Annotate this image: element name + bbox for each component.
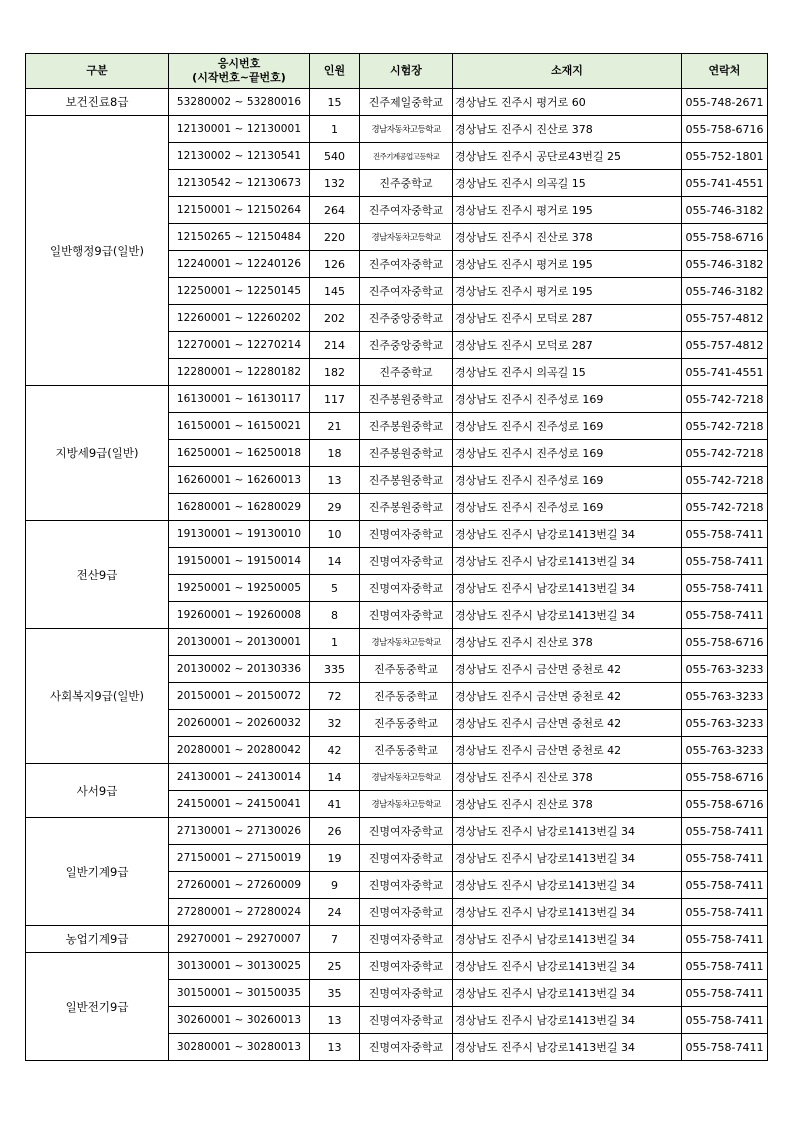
count-cell: 126 (310, 251, 360, 278)
address-cell: 경상남도 진주시 남강로1413번길 34 (453, 818, 682, 845)
count-cell: 5 (310, 575, 360, 602)
venue-cell: 경남자동차고등학교 (360, 629, 453, 656)
header-category: 구분 (26, 54, 169, 89)
count-cell: 335 (310, 656, 360, 683)
exam-number-range-cell: 24150001 ~ 24150041 (169, 791, 310, 818)
exam-number-range-cell: 16130001 ~ 16130117 (169, 386, 310, 413)
count-cell: 15 (310, 89, 360, 116)
exam-number-range-cell: 20150001 ~ 20150072 (169, 683, 310, 710)
venue-cell: 진주제일중학교 (360, 89, 453, 116)
address-cell: 경상남도 진주시 남강로1413번길 34 (453, 521, 682, 548)
contact-cell: 055-741-4551 (682, 359, 768, 386)
venue-cell: 진주봉원중학교 (360, 413, 453, 440)
count-cell: 1 (310, 116, 360, 143)
contact-cell: 055-758-6716 (682, 791, 768, 818)
contact-cell: 055-758-7411 (682, 899, 768, 926)
header-exam-number-line2: (시작번호~끝번호) (192, 71, 286, 84)
venue-cell: 진명여자중학교 (360, 926, 453, 953)
venue-cell: 진주중앙중학교 (360, 332, 453, 359)
address-cell: 경상남도 진주시 남강로1413번길 34 (453, 899, 682, 926)
venue-cell: 진주기계공업고등학교 (360, 143, 453, 170)
contact-cell: 055-758-7411 (682, 845, 768, 872)
venue-cell: 진명여자중학교 (360, 953, 453, 980)
exam-venue-table (25, 53, 768, 1061)
venue-cell: 진명여자중학교 (360, 575, 453, 602)
contact-cell: 055-757-4812 (682, 332, 768, 359)
venue-cell: 진명여자중학교 (360, 845, 453, 872)
count-cell: 264 (310, 197, 360, 224)
venue-cell: 진명여자중학교 (360, 872, 453, 899)
exam-number-range-cell: 19130001 ~ 19130010 (169, 521, 310, 548)
venue-cell: 진주중앙중학교 (360, 305, 453, 332)
table-row (26, 116, 768, 143)
address-cell: 경상남도 진주시 의곡길 15 (453, 170, 682, 197)
contact-cell: 055-742-7218 (682, 467, 768, 494)
venue-cell: 진명여자중학교 (360, 1034, 453, 1061)
address-cell: 경상남도 진주시 진주성로 169 (453, 440, 682, 467)
category-cell: 전산9급 (26, 521, 169, 629)
exam-number-range-cell: 27130001 ~ 27130026 (169, 818, 310, 845)
exam-number-range-cell: 16260001 ~ 16260013 (169, 467, 310, 494)
address-cell: 경상남도 진주시 진주성로 169 (453, 467, 682, 494)
exam-number-range-cell: 12270001 ~ 12270214 (169, 332, 310, 359)
address-cell: 경상남도 진주시 남강로1413번길 34 (453, 953, 682, 980)
count-cell: 26 (310, 818, 360, 845)
exam-number-range-cell: 19260001 ~ 19260008 (169, 602, 310, 629)
count-cell: 19 (310, 845, 360, 872)
count-cell: 13 (310, 1007, 360, 1034)
category-cell: 일반전기9급 (26, 953, 169, 1061)
venue-cell: 진명여자중학교 (360, 818, 453, 845)
count-cell: 72 (310, 683, 360, 710)
venue-cell: 경남자동차고등학교 (360, 764, 453, 791)
address-cell: 경상남도 진주시 진주성로 169 (453, 494, 682, 521)
exam-number-range-cell: 16250001 ~ 16250018 (169, 440, 310, 467)
address-cell: 경상남도 진주시 진주성로 169 (453, 386, 682, 413)
count-cell: 132 (310, 170, 360, 197)
venue-cell: 경남자동차고등학교 (360, 224, 453, 251)
table-body (26, 89, 768, 1061)
address-cell: 경상남도 진주시 진산로 378 (453, 764, 682, 791)
exam-number-range-cell: 30150001 ~ 30150035 (169, 980, 310, 1007)
venue-cell: 진주중학교 (360, 170, 453, 197)
count-cell: 220 (310, 224, 360, 251)
contact-cell: 055-758-6716 (682, 764, 768, 791)
contact-cell: 055-763-3233 (682, 683, 768, 710)
count-cell: 214 (310, 332, 360, 359)
exam-number-range-cell: 29270001 ~ 29270007 (169, 926, 310, 953)
venue-cell: 경남자동차고등학교 (360, 116, 453, 143)
address-cell: 경상남도 진주시 진산로 378 (453, 116, 682, 143)
venue-cell: 진주중학교 (360, 359, 453, 386)
count-cell: 32 (310, 710, 360, 737)
contact-cell: 055-758-7411 (682, 1007, 768, 1034)
venue-cell: 경남자동차고등학교 (360, 791, 453, 818)
count-cell: 202 (310, 305, 360, 332)
table-row (26, 521, 768, 548)
address-cell: 경상남도 진주시 공단로43번길 25 (453, 143, 682, 170)
address-cell: 경상남도 진주시 평거로 195 (453, 278, 682, 305)
address-cell: 경상남도 진주시 남강로1413번길 34 (453, 926, 682, 953)
exam-number-range-cell: 12250001 ~ 12250145 (169, 278, 310, 305)
exam-number-range-cell: 27260001 ~ 27260009 (169, 872, 310, 899)
table-header-row (26, 54, 768, 89)
count-cell: 540 (310, 143, 360, 170)
exam-number-range-cell: 12130002 ~ 12130541 (169, 143, 310, 170)
contact-cell: 055-758-7411 (682, 818, 768, 845)
count-cell: 35 (310, 980, 360, 1007)
table-row (26, 764, 768, 791)
venue-cell: 진주봉원중학교 (360, 467, 453, 494)
address-cell: 경상남도 진주시 남강로1413번길 34 (453, 602, 682, 629)
address-cell: 경상남도 진주시 남강로1413번길 34 (453, 1034, 682, 1061)
contact-cell: 055-758-7411 (682, 521, 768, 548)
category-cell: 일반행정9급(일반) (26, 116, 169, 386)
count-cell: 145 (310, 278, 360, 305)
exam-number-range-cell: 30130001 ~ 30130025 (169, 953, 310, 980)
category-cell: 일반기계9급 (26, 818, 169, 926)
contact-cell: 055-742-7218 (682, 413, 768, 440)
exam-number-range-cell: 30260001 ~ 30260013 (169, 1007, 310, 1034)
contact-cell: 055-758-7411 (682, 980, 768, 1007)
address-cell: 경상남도 진주시 남강로1413번길 34 (453, 872, 682, 899)
venue-cell: 진명여자중학교 (360, 980, 453, 1007)
count-cell: 13 (310, 1034, 360, 1061)
count-cell: 18 (310, 440, 360, 467)
venue-cell: 진주동중학교 (360, 656, 453, 683)
contact-cell: 055-758-6716 (682, 224, 768, 251)
table-row (26, 926, 768, 953)
address-cell: 경상남도 진주시 평거로 195 (453, 197, 682, 224)
exam-number-range-cell: 12260001 ~ 12260202 (169, 305, 310, 332)
address-cell: 경상남도 진주시 진산로 378 (453, 224, 682, 251)
count-cell: 10 (310, 521, 360, 548)
table-row (26, 953, 768, 980)
count-cell: 24 (310, 899, 360, 926)
count-cell: 25 (310, 953, 360, 980)
address-cell: 경상남도 진주시 금산면 중천로 42 (453, 656, 682, 683)
venue-cell: 진명여자중학교 (360, 521, 453, 548)
count-cell: 182 (310, 359, 360, 386)
address-cell: 경상남도 진주시 진산로 378 (453, 629, 682, 656)
header-contact: 연락처 (682, 54, 768, 89)
count-cell: 14 (310, 764, 360, 791)
address-cell: 경상남도 진주시 금산면 중천로 42 (453, 737, 682, 764)
contact-cell: 055-746-3182 (682, 278, 768, 305)
contact-cell: 055-758-7411 (682, 602, 768, 629)
contact-cell: 055-758-7411 (682, 953, 768, 980)
table-row (26, 818, 768, 845)
exam-number-range-cell: 27280001 ~ 27280024 (169, 899, 310, 926)
address-cell: 경상남도 진주시 진주성로 169 (453, 413, 682, 440)
address-cell: 경상남도 진주시 모덕로 287 (453, 305, 682, 332)
venue-cell: 진명여자중학교 (360, 548, 453, 575)
address-cell: 경상남도 진주시 금산면 중천로 42 (453, 683, 682, 710)
address-cell: 경상남도 진주시 모덕로 287 (453, 332, 682, 359)
address-cell: 경상남도 진주시 진산로 378 (453, 791, 682, 818)
count-cell: 41 (310, 791, 360, 818)
contact-cell: 055-758-7411 (682, 1034, 768, 1061)
venue-cell: 진주여자중학교 (360, 251, 453, 278)
venue-cell: 진주동중학교 (360, 710, 453, 737)
venue-cell: 진명여자중학교 (360, 899, 453, 926)
exam-number-range-cell: 12280001 ~ 12280182 (169, 359, 310, 386)
contact-cell: 055-758-7411 (682, 872, 768, 899)
exam-number-range-cell: 12150001 ~ 12150264 (169, 197, 310, 224)
exam-number-range-cell: 12240001 ~ 12240126 (169, 251, 310, 278)
venue-cell: 진명여자중학교 (360, 1007, 453, 1034)
exam-number-range-cell: 19250001 ~ 19250005 (169, 575, 310, 602)
contact-cell: 055-746-3182 (682, 197, 768, 224)
contact-cell: 055-763-3233 (682, 710, 768, 737)
exam-number-range-cell: 12130542 ~ 12130673 (169, 170, 310, 197)
table-row (26, 89, 768, 116)
table-row (26, 386, 768, 413)
venue-cell: 진주봉원중학교 (360, 494, 453, 521)
venue-cell: 진주동중학교 (360, 737, 453, 764)
contact-cell: 055-758-6716 (682, 629, 768, 656)
exam-number-range-cell: 19150001 ~ 19150014 (169, 548, 310, 575)
address-cell: 경상남도 진주시 평거로 195 (453, 251, 682, 278)
contact-cell: 055-748-2671 (682, 89, 768, 116)
contact-cell: 055-742-7218 (682, 494, 768, 521)
contact-cell: 055-758-7411 (682, 926, 768, 953)
venue-cell: 진주봉원중학교 (360, 386, 453, 413)
address-cell: 경상남도 진주시 남강로1413번길 34 (453, 980, 682, 1007)
count-cell: 9 (310, 872, 360, 899)
exam-number-range-cell: 20280001 ~ 20280042 (169, 737, 310, 764)
header-venue: 시험장 (360, 54, 453, 89)
count-cell: 7 (310, 926, 360, 953)
table-row (26, 629, 768, 656)
address-cell: 경상남도 진주시 의곡길 15 (453, 359, 682, 386)
venue-cell: 진명여자중학교 (360, 602, 453, 629)
contact-cell: 055-757-4812 (682, 305, 768, 332)
contact-cell: 055-763-3233 (682, 656, 768, 683)
category-cell: 지방세9급(일반) (26, 386, 169, 521)
exam-number-range-cell: 24130001 ~ 24130014 (169, 764, 310, 791)
exam-number-range-cell: 20130002 ~ 20130336 (169, 656, 310, 683)
header-count: 인원 (310, 54, 360, 89)
count-cell: 8 (310, 602, 360, 629)
address-cell: 경상남도 진주시 남강로1413번길 34 (453, 548, 682, 575)
count-cell: 117 (310, 386, 360, 413)
contact-cell: 055-742-7218 (682, 386, 768, 413)
category-cell: 사서9급 (26, 764, 169, 818)
category-cell: 농업기계9급 (26, 926, 169, 953)
exam-number-range-cell: 30280001 ~ 30280013 (169, 1034, 310, 1061)
address-cell: 경상남도 진주시 남강로1413번길 34 (453, 845, 682, 872)
category-cell: 사회복지9급(일반) (26, 629, 169, 764)
header-exam-number (169, 54, 310, 89)
contact-cell: 055-741-4551 (682, 170, 768, 197)
count-cell: 14 (310, 548, 360, 575)
address-cell: 경상남도 진주시 평거로 60 (453, 89, 682, 116)
address-cell: 경상남도 진주시 금산면 중천로 42 (453, 710, 682, 737)
exam-number-range-cell: 12130001 ~ 12130001 (169, 116, 310, 143)
exam-number-range-cell: 20130001 ~ 20130001 (169, 629, 310, 656)
exam-number-range-cell: 16150001 ~ 16150021 (169, 413, 310, 440)
venue-cell: 진주동중학교 (360, 683, 453, 710)
contact-cell: 055-763-3233 (682, 737, 768, 764)
exam-number-range-cell: 16280001 ~ 16280029 (169, 494, 310, 521)
exam-number-range-cell: 53280002 ~ 53280016 (169, 89, 310, 116)
address-cell: 경상남도 진주시 남강로1413번길 34 (453, 575, 682, 602)
count-cell: 29 (310, 494, 360, 521)
header-address: 소재지 (453, 54, 682, 89)
header-exam-number-line1: 응시번호 (217, 57, 261, 70)
contact-cell: 055-758-6716 (682, 116, 768, 143)
contact-cell: 055-758-7411 (682, 575, 768, 602)
exam-number-range-cell: 12150265 ~ 12150484 (169, 224, 310, 251)
count-cell: 1 (310, 629, 360, 656)
exam-number-range-cell: 20260001 ~ 20260032 (169, 710, 310, 737)
address-cell: 경상남도 진주시 남강로1413번길 34 (453, 1007, 682, 1034)
contact-cell: 055-752-1801 (682, 143, 768, 170)
category-cell: 보건진료8급 (26, 89, 169, 116)
exam-number-range-cell: 27150001 ~ 27150019 (169, 845, 310, 872)
venue-cell: 진주여자중학교 (360, 197, 453, 224)
contact-cell: 055-746-3182 (682, 251, 768, 278)
contact-cell: 055-742-7218 (682, 440, 768, 467)
count-cell: 13 (310, 467, 360, 494)
count-cell: 21 (310, 413, 360, 440)
venue-cell: 진주봉원중학교 (360, 440, 453, 467)
venue-cell: 진주여자중학교 (360, 278, 453, 305)
contact-cell: 055-758-7411 (682, 548, 768, 575)
count-cell: 42 (310, 737, 360, 764)
